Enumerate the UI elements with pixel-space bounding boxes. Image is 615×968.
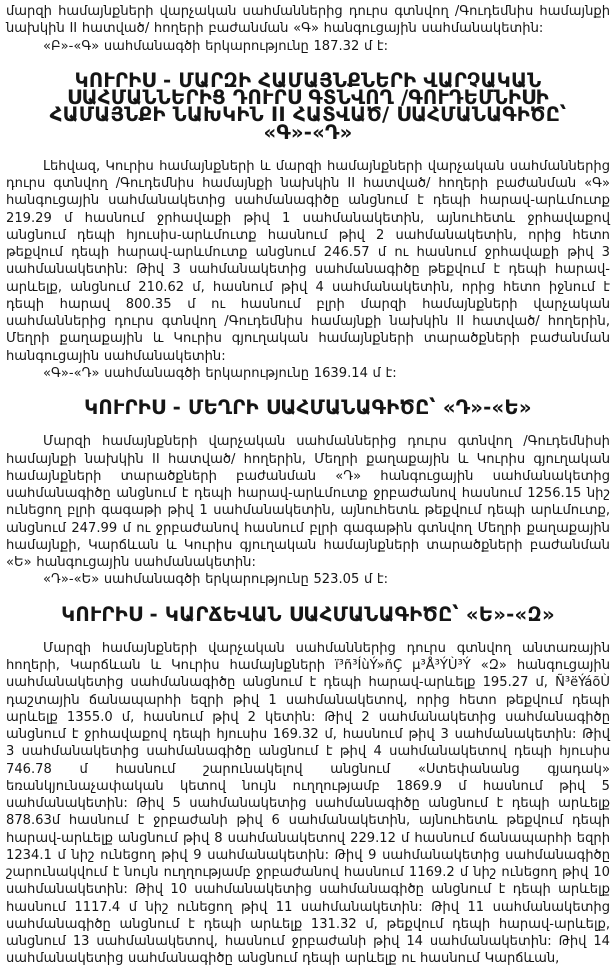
- paragraph-boundary-d-e: Մարզի համայնքների վարչական սահմաններից դուրս գտնվող /Գուդեմնիսի համայնքի նախկին II հատված/ հողերին, Մեղրի քաղաքային և Կուրիս գյուղական համայնքների տարածքների բաժանման «Դ» հանգուցային սահմանակետից սահմանագիծը անցնում է դեպի հարավ-արևմուտք ջրբաժանով հասնում 1256.15 նիշ ունեցող բլրի գագաթի թիվ 1 սահմանակետին, այնուհետև թեքվում դեպի արևմուտք, անցնում 247.99 մ ու ջրբաժանով հասնում բլրի գագաթին գտնվող Մեղրի քաղաքային համայնքի, Կարճևան և Կուրիս գյուղական համայնքների տարածքների բաժանման «Ե» հանգուցային սահմանակետին:: [6, 434, 610, 570]
- section-heading-kuris-meghri: ԿՈՒՐԻՍ - ՄԵՂՐԻ ՍԱՀՄԱՆԱԳԻԾԸ՝ «Դ»-«Ե»: [84, 396, 532, 419]
- boundary-length-line-g-d: «Գ»-«Դ» սահմանագծի երկարությունը 1639.14 մ է:: [43, 365, 397, 381]
- paragraph-boundary-e-z: Մարզի համայնքների վարչական սահմաններից դուրս գտնվող անտառային հողերի, Կարճևան և Կուրիս համայնքների ï³ñ³ÍùÝ»ñÇ µ³Å³ÝÙ³Ý «Զ» հանգուցային սահմանակետից սահմանագիծը անցնում է դեպի հարավ-արևելք 195.27 մ, Ñ³ëÝáõÙ դաշտային ճանապարհի եզրի թիվ 1 սահմանակետով, որից հետո թեքվում դեպի արևելք 1355.0 մ, հասնում թիվ 2 կետին: Թիվ 2 սահմանակետից սահմանագիծը անցնում է ջրհավաքով դեպի հյուսիս 169.32 մ, հասնում թիվ 3 սահմանակետին: Թիվ 3 սահմանակետից սահմանագիծը անցնում է թիվ 4 սահմանակետով դեպի հյուսիս 746.78 մ հասնում շարունակելով անցնում «Ստեփանանց գյադակ» եռանկյունաչափական կետով նույն ուղղությամբ 1869.9 մ հասնում թիվ 5 սահմանակետին: Թիվ 5 սահմանակետից սահմանագիծը անցնում է դեպի արևելք 878.63մ հասնում է ջրբաժանի թիվ 6 սահմանակետին, այնուհետև թեքվում դեպի հարավ-արևելք անցնում թիվ 8 սահմանակետով 229.12 մ հասնում ճանապարհի եզրի 1234.1 մ նիշ ունեցող թիվ 9 սահմանակետին: Թիվ 9 սահմանակետից սահմանագիծը շարունակվում է նույն ուղղությամբ ջրբաժանով հասնում 1169.2 մ նիշ ունեցող թիվ 10 սահմանակետին: Թիվ 10 սահմանակետից սահմանագիծը անցնում է դեպի արևելք հասնում 1117.4 մ նիշ ունեցող թիվ 11 սահմանակետին: Թիվ 11 սահմանակետից սահմանագիծը անցնում է դեպի արևելք 131.32 մ, թեքվում դեպի հարավ-արևելք, անցնում 13 սահմանակետով, հասնում ջրբաժանի թիվ 14 սահմանակետին: Թիվ 14 սահմանակետից սահմանագիծը անցնում դեպի արևելք ու հասնում Կարճևան,: [6, 640, 610, 967]
- section-heading-kuris-marz-lands: ԿՈՒՐԻՍ - ՄԱՐԶԻ ՀԱՄԱՅՆՔՆԵՐԻ ՎԱՐՉԱԿԱՆ ՍԱՀՄԱՆՆԵՐԻՑ ԴՈՒՐՍ ԳՏՆՎՈՂ /ԳՈՒԴԵՄՆԻՍԻ ՀԱՄԱՅՆՔԻ ՆԱԽԿԻՆ II ՀԱՏՎԱԾ/ ՍԱՀՄԱՆԱԳԻԾԸ՝ «Գ»-«Դ»: [49, 68, 567, 144]
- paragraph-boundary-g-d: Լեհվազ, Կուրիս համայնքների և մարզի համայնքների վարչական սահմաններից դուրս գտնվող /Գուդեմնիս համայնքի նախկին II հատված/ հողերի բաժանման «Գ» հանգուցային սահմանակետից սահմանագիծը անցնում է դեպի հարավ-արևմուտք 219.29 մ հասնում ջրհավաքի թիվ 1 սահմանակետին, այնուհետև ջրհավաքով անցնում դեպի հյուսիս-արևմուտք հասնում թիվ 2 սահմանակետին, որից հետո թեքվում դեպի հարավ-արևմուտք անցնում 246.57 մ ու հասնում ջրհավաքի թիվ 3 սահմանակետին: Թիվ 3 սահմանակետից սահմանագիծը թեքվում է դեպի հարավ-արևելք, անցնում 210.62 մ, հասնում թիվ 4 սահմանակետին, որից հետո իջնում է դեպի հարավ 800.35 մ ու հասնում բլրի մարզի համայնքների վարչական սահմաններից դուրս գտնվող /Գուդեմնիս համայնքի նախկին II հատված/ հողերին, Մեղրի քաղաքային և Կուրիս գյուղական համայնքների տարածքների բաժանման հանգուցային սահմանակետին:: [6, 158, 610, 364]
- paragraph-intro-continuation: մարզի համայնքների վարչական սահմաններից դուրս գտնվող /Գուդեմնիս համայնքի նախկին II հատված/ հողերի բաժանման «Գ» հանգուցային սահմանակետին:: [6, 4, 610, 37]
- boundary-length-line-d-e: «Դ»-«Ե» սահմանագծի երկարությունը 523.05 մ է:: [43, 572, 389, 588]
- boundary-length-line-b-g: «Բ»-«Գ» սահմանագծի երկարությունը 187.32 մ է:: [43, 38, 389, 54]
- section-heading-kuris-karchevan: ԿՈՒՐԻՍ - ԿԱՐՃԵՎԱՆ ՍԱՀՄԱՆԱԳԻԾԸ՝ «Ե»-«Զ»: [61, 602, 555, 626]
